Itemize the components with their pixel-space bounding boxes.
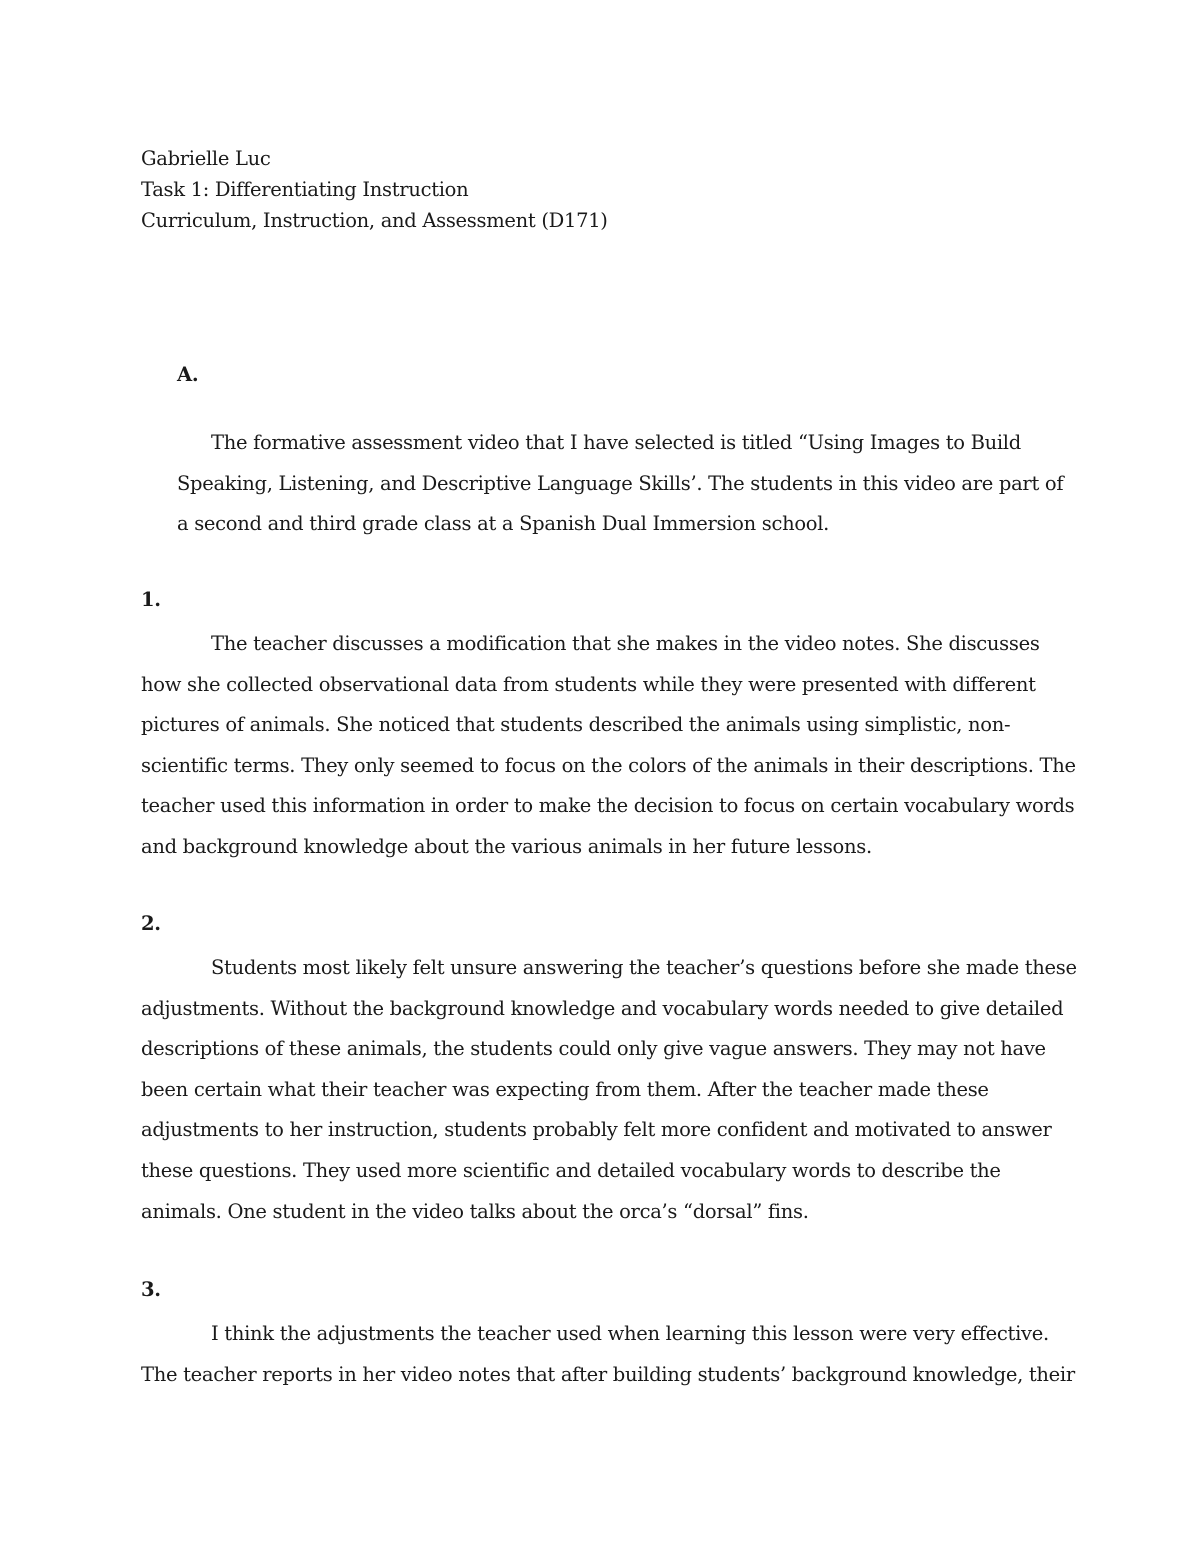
paragraph-line: The teacher discusses a modification that she makes in the video notes. She discusses (211, 632, 1040, 655)
paragraph-line: The formative assessment video that I have selected is titled “Using Images to Build (211, 431, 1021, 454)
section-heading: 1. (141, 588, 161, 611)
section-a (177, 360, 1064, 545)
paragraph-line: Students most likely felt unsure answering the teacher’s questions before she made these (211, 956, 1077, 979)
paragraph-line: animals. One student in the video talks about the orca’s “dorsal” fins. (141, 1199, 809, 1223)
paragraph-line: been certain what their teacher was expecting from them. After the teacher made these (141, 1077, 989, 1101)
paragraph-line: these questions. They used more scientific and detailed vocabulary words to describe the (141, 1158, 1001, 1182)
section-3 (141, 1275, 1075, 1395)
task-title: Task 1: Differentiating Instruction (141, 178, 469, 201)
section-2 (141, 909, 1077, 1232)
document-header (141, 143, 608, 236)
section-paragraph (141, 624, 1076, 868)
section-1 (141, 585, 1076, 868)
paragraph-line: scientific terms. They only seemed to focus on the colors of the animals in their descriptions. The (141, 753, 1076, 777)
paragraph-line: and background knowledge about the various animals in her future lessons. (141, 834, 872, 858)
paragraph-line: how she collected observational data from students while they were presented with different (141, 672, 1036, 696)
section-paragraph (141, 948, 1077, 1232)
paragraph-line: The teacher reports in her video notes that after building students’ background knowledge, their (141, 1362, 1075, 1386)
paragraph-line: adjustments to her instruction, students probably felt more confident and motivated to answer (141, 1118, 1052, 1142)
paragraph-line: pictures of animals. She noticed that students described the animals using simplistic, non- (141, 713, 1011, 737)
paragraph-line: teacher used this information in order to make the decision to focus on certain vocabulary words (141, 794, 1075, 818)
paragraph-line: descriptions of these animals, the students could only give vague answers. They may not have (141, 1037, 1046, 1061)
section-heading: 2. (141, 912, 161, 935)
paragraph-line: Speaking, Listening, and Descriptive Language Skills’. The students in this video are part of (177, 471, 1064, 495)
paragraph-line: a second and third grade class at a Spanish Dual Immersion school. (177, 512, 830, 536)
section-paragraph (141, 1314, 1075, 1395)
course-title: Curriculum, Instruction, and Assessment (D171) (141, 209, 608, 232)
section-paragraph (177, 423, 1064, 545)
section-heading: 3. (141, 1278, 161, 1301)
author-name: Gabrielle Luc (141, 147, 271, 170)
paragraph-line: adjustments. Without the background knowledge and vocabulary words needed to give detailed (141, 996, 1064, 1020)
section-heading: A. (177, 363, 199, 386)
paragraph-line: I think the adjustments the teacher used when learning this lesson were very effective. (211, 1322, 1049, 1345)
